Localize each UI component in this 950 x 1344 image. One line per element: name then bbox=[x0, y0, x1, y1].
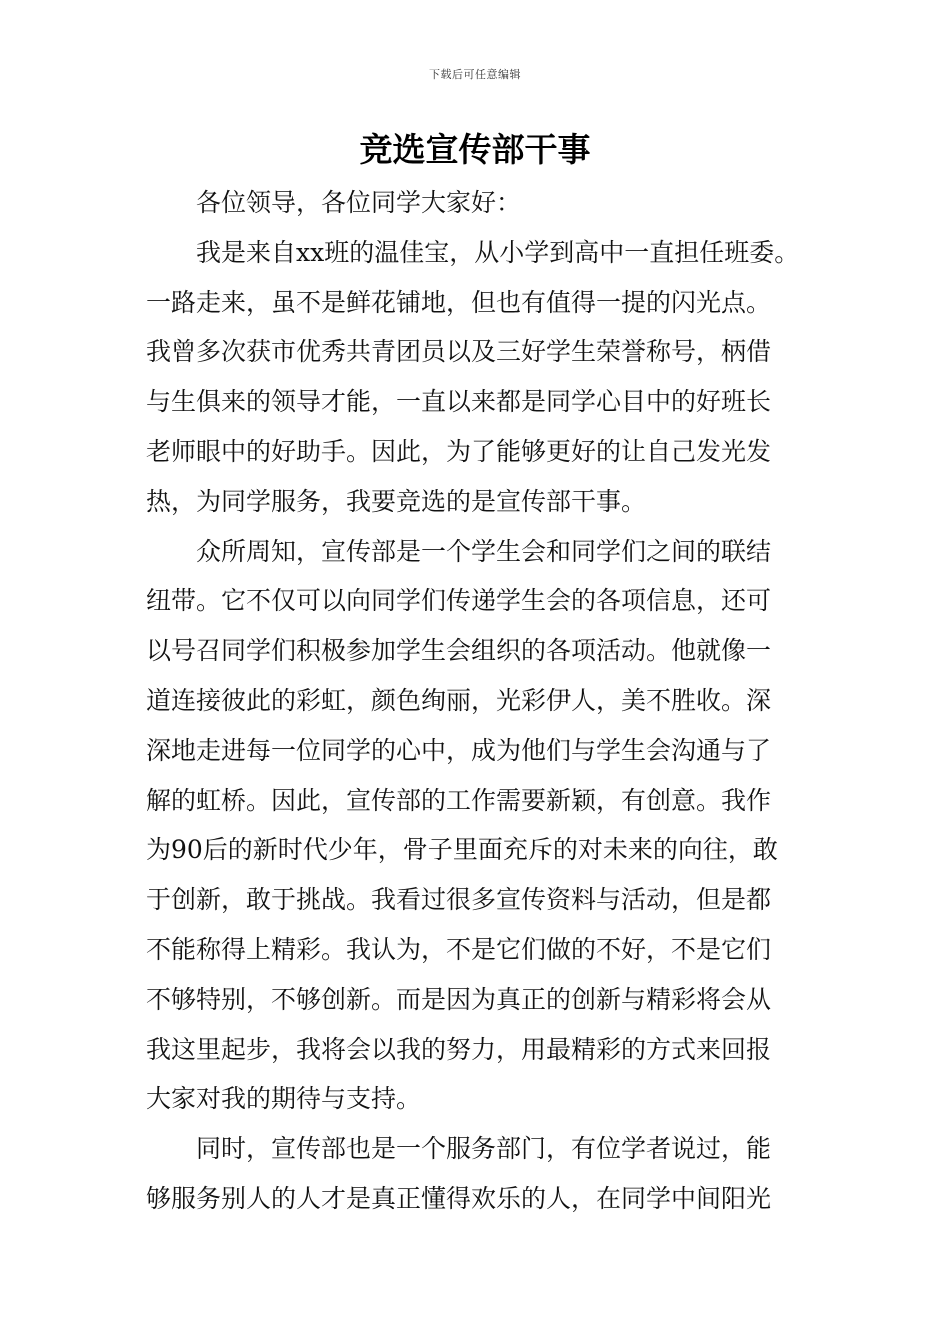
body-line: 热，为同学服务，我要竞选的是宣传部干事。 bbox=[146, 486, 647, 516]
body-line: 不够特别，不够创新。而是因为真正的创新与精彩将会从 bbox=[146, 984, 772, 1014]
header-note: 下载后可任意编辑 bbox=[429, 68, 521, 81]
body-line: 道连接彼此的彩虹，颜色绚丽，光彩伊人，美不胜收。深 bbox=[146, 685, 772, 715]
body-line: 不能称得上精彩。我认为，不是它们做的不好，不是它们 bbox=[146, 934, 772, 964]
body-line: 老师眼中的好助手。因此，为了能够更好的让自己发光发 bbox=[146, 436, 772, 466]
body-line: 我曾多次获市优秀共青团员以及三好学生荣誉称号，柄借 bbox=[146, 337, 772, 367]
body-line: 一路走来，虽不是鲜花铺地，但也有值得一提的闪光点。 bbox=[146, 287, 772, 317]
body-line: 我是来自xx班的温佳宝，从小学到高中一直担任班委。 bbox=[196, 237, 800, 267]
body-line: 以号召同学们积极参加学生会组织的各项活动。他就像一 bbox=[146, 636, 772, 666]
body-line: 深地走进每一位同学的心中，成为他们与学生会沟通与了 bbox=[146, 735, 772, 765]
body-line: 够服务别人的人才是真正懂得欢乐的人，在同学中间阳光 bbox=[146, 1183, 772, 1213]
body-line: 众所周知，宣传部是一个学生会和同学们之间的联结 bbox=[196, 536, 772, 566]
body-line: 为90后的新时代少年，骨子里面充斥的对未来的向往，敢 bbox=[146, 835, 778, 865]
document-body bbox=[146, 178, 810, 1224]
body-line: 同时，宣传部也是一个服务部门，有位学者说过，能 bbox=[196, 1134, 772, 1164]
body-line: 与生俱来的领导才能，一直以来都是同学心目中的好班长 bbox=[146, 387, 772, 417]
body-line: 各位领导，各位同学大家好： bbox=[196, 188, 522, 217]
body-line: 解的虹桥。因此，宣传部的工作需要新颖，有创意。我作 bbox=[146, 785, 772, 815]
body-line: 于创新，敢于挑战。我看过很多宣传资料与活动，但是都 bbox=[146, 885, 772, 915]
document-title: 竞选宣传部干事 bbox=[359, 130, 591, 169]
body-line: 纽带。它不仅可以向同学们传递学生会的各项信息，还可 bbox=[146, 586, 772, 616]
body-line: 大家对我的期待与支持。 bbox=[146, 1084, 422, 1114]
body-line: 我这里起步，我将会以我的努力，用最精彩的方式来回报 bbox=[146, 1034, 772, 1064]
